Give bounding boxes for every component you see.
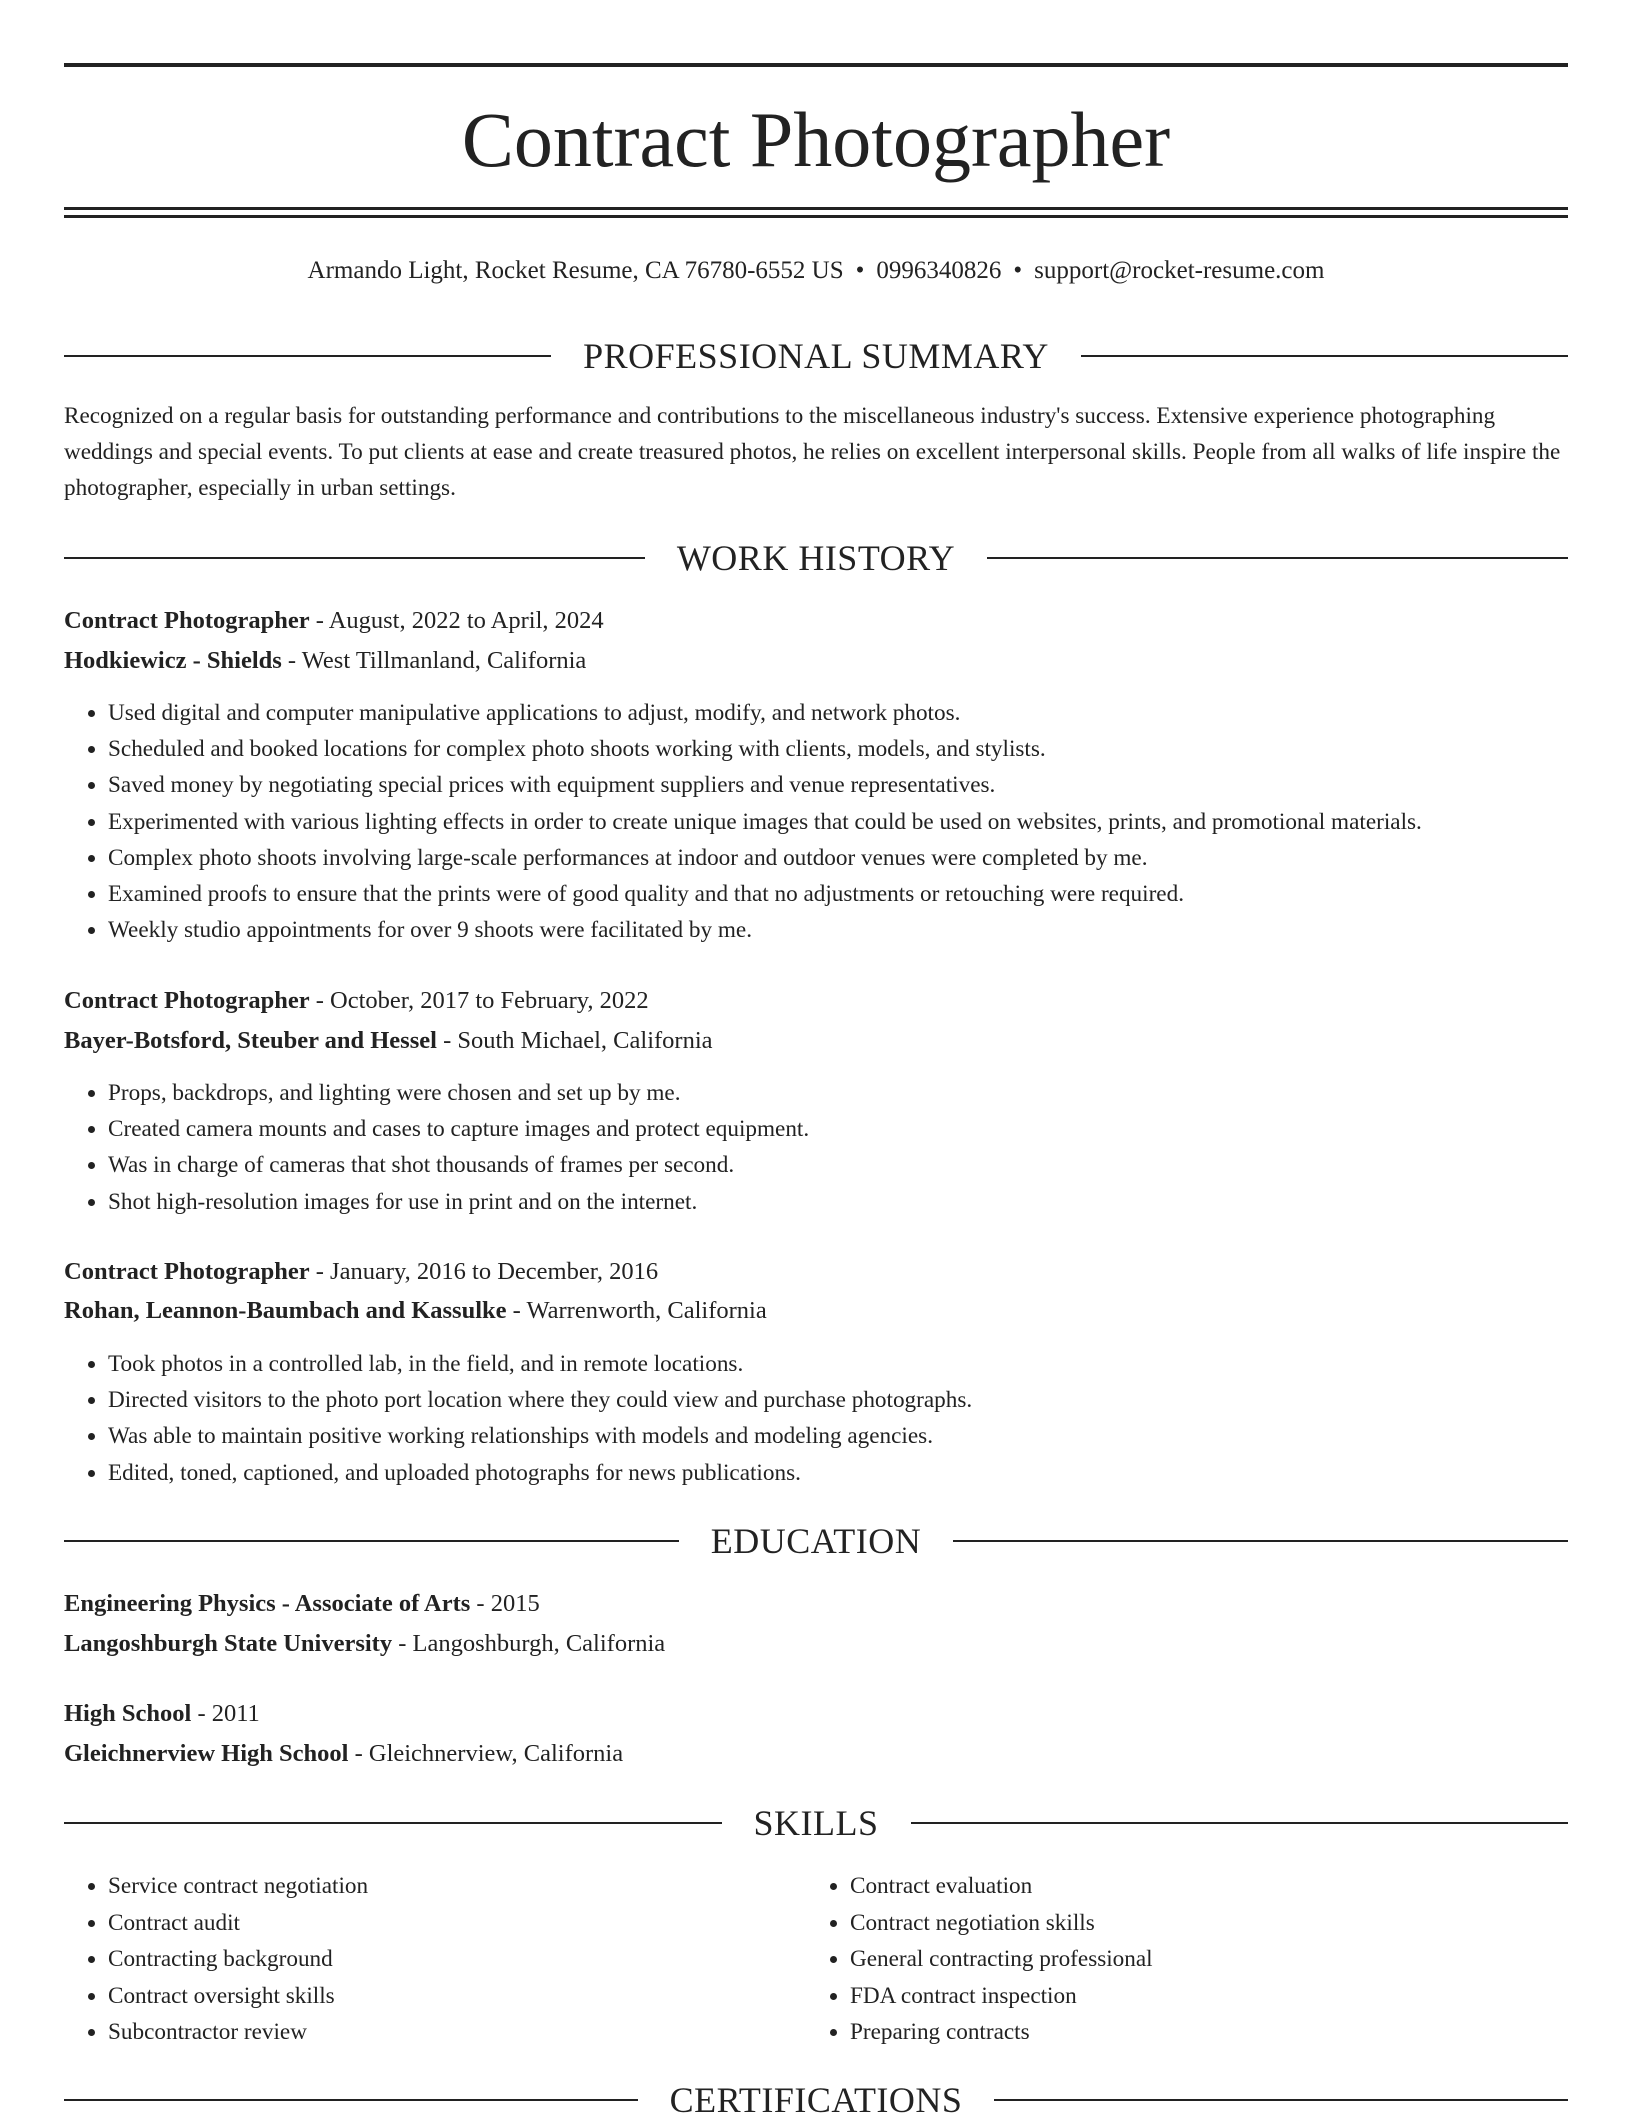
education-degree: Engineering Physics - Associate of Arts — [64, 1590, 471, 1617]
section-title: CERTIFICATIONS — [669, 2080, 963, 2120]
section-rule — [64, 557, 645, 559]
section-heading-skills — [64, 1803, 1568, 1843]
job-location: - West Tillmanland, California — [281, 647, 587, 674]
job-company: Hodkiewicz - Shields — [64, 647, 282, 674]
education-year: - 2015 — [470, 1590, 540, 1617]
job-location: - South Michael, California — [436, 1027, 713, 1054]
section-rule — [64, 1540, 679, 1542]
education-degree-line — [64, 1698, 260, 1730]
job-title-line — [64, 1256, 658, 1288]
job-bullets — [64, 1346, 972, 1491]
job-company-line — [64, 645, 586, 677]
job-location: - Warrenworth, California — [506, 1297, 767, 1324]
section-title: PROFESSIONAL SUMMARY — [583, 336, 1049, 376]
skills-list-right — [806, 1868, 1153, 2051]
section-rule — [987, 557, 1568, 559]
contact-phone: 0996340826 — [876, 257, 1002, 284]
education-location: - Gleichnerview, California — [348, 1740, 624, 1767]
contact-separator: • — [855, 257, 865, 284]
list-item: • Contract oversight skills — [108, 1978, 368, 2015]
list-item: • Was able to maintain positive working relationships with models and modeling agencies. — [108, 1418, 972, 1454]
resume-title: Contract Photographer — [461, 96, 1171, 183]
list-item: • FDA contract inspection — [850, 1978, 1153, 2015]
list-item: • Experimented with various lighting effects in order to create unique images that could be used on websites, prints, and promotional materials. — [108, 804, 1422, 840]
list-item: • Contract evaluation — [850, 1868, 1153, 1905]
list-item: • Subcontractor review — [108, 2014, 368, 2051]
job-bullets — [64, 695, 1422, 948]
list-item: • Examined proofs to ensure that the prints were of good quality and that no adjustments or retouching were required. — [108, 876, 1422, 912]
title-rule-upper — [64, 207, 1568, 210]
job-title: Contract Photographer — [64, 607, 310, 634]
list-item: • Took photos in a controlled lab, in the field, and in remote locations. — [108, 1346, 972, 1382]
section-rule — [1081, 355, 1568, 357]
section-heading-summary — [64, 336, 1568, 376]
section-rule — [953, 1540, 1568, 1542]
education-degree: High School — [64, 1700, 192, 1727]
job-dates: - August, 2022 to April, 2024 — [309, 607, 604, 634]
job-title-line — [64, 605, 604, 637]
list-item: • Used digital and computer manipulative applications to adjust, modify, and network photos. — [108, 695, 1422, 731]
list-item: • Contract audit — [108, 1905, 368, 1942]
list-item: • Directed visitors to the photo port location where they could view and purchase photographs. — [108, 1382, 972, 1418]
list-item: • Contract negotiation skills — [850, 1905, 1153, 1942]
list-item: • Edited, toned, captioned, and uploaded photographs for news publications. — [108, 1455, 972, 1491]
job-company-line — [64, 1295, 767, 1327]
contact-address: Armando Light, Rocket Resume, CA 76780-6552 US — [307, 257, 844, 284]
skills-list-left — [64, 1868, 368, 2051]
job-company: Rohan, Leannon-Baumbach and Kassulke — [64, 1297, 507, 1324]
section-title: WORK HISTORY — [676, 538, 956, 578]
list-item: • Preparing contracts — [850, 2014, 1153, 2051]
contact-email: support@rocket-resume.com — [1034, 257, 1325, 284]
job-title: Contract Photographer — [64, 1258, 310, 1285]
list-item: • Was in charge of cameras that shot thousands of frames per second. — [108, 1147, 809, 1183]
education-year: - 2011 — [191, 1700, 260, 1727]
list-item: • Shot high-resolution images for use in print and on the internet. — [108, 1184, 809, 1220]
section-rule — [994, 2099, 1568, 2101]
contact-line — [64, 255, 1568, 287]
job-company-line — [64, 1025, 713, 1057]
education-school-line — [64, 1628, 665, 1660]
list-item: • Props, backdrops, and lighting were chosen and set up by me. — [108, 1075, 809, 1111]
job-title: Contract Photographer — [64, 987, 310, 1014]
summary-text: Recognized on a regular basis for outstanding performance and contributions to the miscellaneous industry's success. Extensive experience photographing weddings and special events. To put clients at ease and create treasured photos, he relies on excellent interpersonal skills. People from all walks of life inspire the photographer, especially in urban settings. — [64, 403, 1561, 501]
education-school: Gleichnerview High School — [64, 1740, 349, 1767]
education-school-line — [64, 1738, 623, 1770]
list-item: • Weekly studio appointments for over 9 shoots were facilitated by me. — [108, 912, 1422, 948]
list-item: • Created camera mounts and cases to capture images and protect equipment. — [108, 1111, 809, 1147]
section-rule — [64, 1822, 722, 1824]
section-rule — [64, 2099, 638, 2101]
job-dates: - January, 2016 to December, 2016 — [309, 1258, 659, 1285]
section-title: EDUCATION — [710, 1521, 922, 1561]
section-title: SKILLS — [753, 1803, 879, 1843]
title-rule-lower — [64, 215, 1568, 218]
job-company: Bayer-Botsford, Steuber and Hessel — [64, 1027, 437, 1054]
list-item: • Saved money by negotiating special prices with equipment suppliers and venue representatives. — [108, 767, 1422, 803]
education-location: - Langoshburgh, California — [392, 1630, 666, 1657]
job-title-line — [64, 985, 649, 1017]
job-bullets — [64, 1075, 809, 1220]
list-item: • Complex photo shoots involving large-scale performances at indoor and outdoor venues were completed by me. — [108, 840, 1422, 876]
section-heading-education — [64, 1521, 1568, 1561]
section-rule — [911, 1822, 1569, 1824]
section-rule — [64, 355, 551, 357]
section-heading-work — [64, 538, 1568, 578]
list-item: • General contracting professional — [850, 1941, 1153, 1978]
education-school: Langoshburgh State University — [64, 1630, 393, 1657]
list-item: • Service contract negotiation — [108, 1868, 368, 1905]
list-item: • Scheduled and booked locations for complex photo shoots working with clients, models, and stylists. — [108, 731, 1422, 767]
contact-separator: • — [1013, 257, 1023, 284]
section-heading-certifications — [64, 2080, 1568, 2120]
education-degree-line — [64, 1588, 540, 1620]
top-rule — [64, 63, 1568, 67]
job-dates: - October, 2017 to February, 2022 — [309, 987, 649, 1014]
list-item: • Contracting background — [108, 1941, 368, 1978]
